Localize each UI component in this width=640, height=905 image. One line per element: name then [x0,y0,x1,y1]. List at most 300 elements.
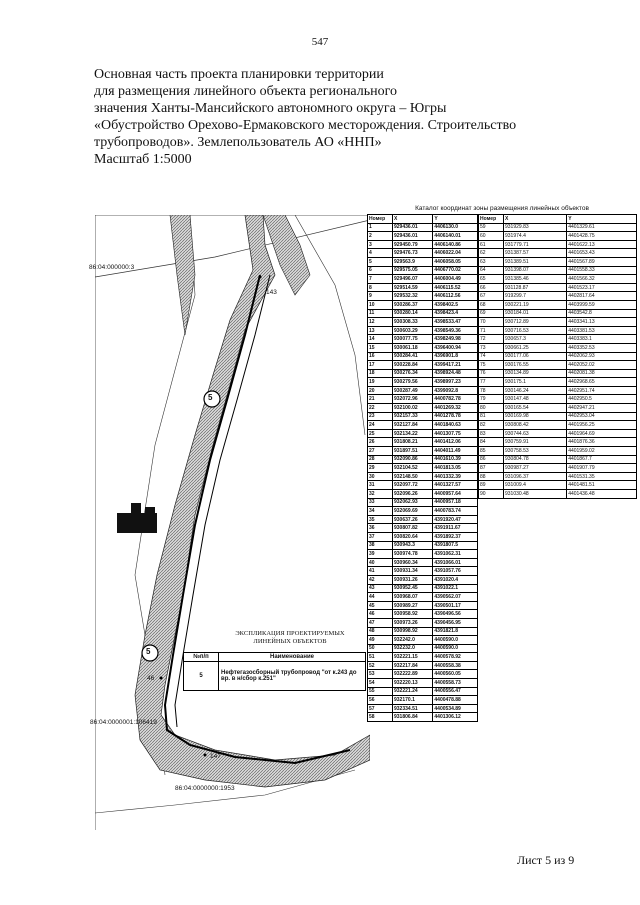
point-number: 79 [479,395,504,404]
x-coordinate: 930147.48 [504,395,567,404]
table-row [479,352,637,361]
x-coordinate: 930804.78 [504,455,567,464]
y-coordinate: 4406112.56 [433,292,478,301]
point-number: 9 [368,292,393,301]
cadastral-label: 86:04:0000000:1953 [175,785,235,792]
y-coordinate: 4401481.51 [567,481,637,490]
point-number: 1 [368,223,393,232]
y-coordinate: 4398249.98 [433,335,478,344]
table-row [479,395,637,404]
y-coordinate: 4402950.5 [567,395,637,404]
x-coordinate: 930758.53 [504,447,567,456]
table-row [368,395,478,404]
y-coordinate: 4401332.39 [433,472,478,481]
point-number: 48 [368,627,393,636]
y-coordinate: 4391062.31 [433,550,478,559]
x-coordinate: 929532.32 [393,292,433,301]
table-row [479,361,637,370]
y-coordinate: 4398533.47 [433,318,478,327]
point-number: 29 [368,464,393,473]
x-coordinate: 930968.07 [393,593,433,602]
point-number: 55 [368,687,393,696]
point-number: 38 [368,541,393,550]
site-plan-map [95,215,370,830]
point-number: 86 [479,455,504,464]
table-row [368,378,478,387]
table-row [479,343,637,352]
table-row [368,704,478,713]
header-y: Y [433,215,478,224]
point-number: 41 [368,567,393,576]
table-row [479,404,637,413]
point-number: 31 [368,481,393,490]
y-coordinate: 4402052.02 [567,361,637,370]
point-number: 81 [479,412,504,421]
point-number: 11 [368,309,393,318]
table-row [479,275,637,284]
point-number: 17 [368,361,393,370]
x-coordinate: 929436.01 [393,232,433,241]
x-coordinate: 930960.34 [393,558,433,567]
y-coordinate: 4401567.89 [567,257,637,266]
x-coordinate: 930276.34 [393,369,433,378]
x-coordinate: 931389.51 [504,257,567,266]
point-number: 10 [368,300,393,309]
x-coordinate: 930808.42 [504,421,567,430]
x-coordinate: 931096.37 [504,472,567,481]
x-coordinate: 932334.51 [393,704,433,713]
x-coordinate: 930077.75 [393,335,433,344]
x-coordinate: 932222.89 [393,670,433,679]
point-number: 80 [479,404,504,413]
y-coordinate: 4402951.74 [567,386,637,395]
y-coordinate: 4406022.04 [433,249,478,258]
table-row [479,266,637,275]
x-coordinate: 930974.78 [393,550,433,559]
placement-zone [135,215,370,787]
y-coordinate: 4400558.38 [433,661,478,670]
point-number: 69 [479,309,504,318]
table-row [368,687,478,696]
point-number: 4 [368,249,393,258]
parcel-boundary [295,215,365,435]
y-coordinate: 4401307.75 [433,429,478,438]
y-coordinate: 4402081.38 [567,369,637,378]
y-coordinate: 4400534.89 [433,704,478,713]
table-row [368,232,478,241]
table-row [479,386,637,395]
y-coordinate: 4398423.4 [433,309,478,318]
point-number: 68 [479,300,504,309]
table-row [368,438,478,447]
table-row [368,464,478,473]
point-number: 20 [368,386,393,395]
x-coordinate: 932134.22 [393,429,433,438]
point-number: 3 [368,240,393,249]
placement-zone [170,215,195,335]
table-row [368,653,478,662]
y-coordinate: 4400560.05 [433,670,478,679]
y-coordinate: 4406140.01 [433,232,478,241]
y-coordinate: 4401531.35 [567,472,637,481]
title-line: для размещения линейного объекта регионального [94,84,398,99]
point-number: 76 [479,369,504,378]
x-coordinate: 930279.56 [393,378,433,387]
x-coordinate: 932221.24 [393,687,433,696]
point-number: 28 [368,455,393,464]
table-row [479,249,637,258]
y-coordinate: 4399092.8 [433,386,478,395]
point-number: 7 [368,275,393,284]
table-row [368,567,478,576]
y-coordinate: 4390562.07 [433,593,478,602]
coordinate-table-right [478,214,637,499]
table-row [368,326,478,335]
table-row [368,240,478,249]
x-coordinate: 930061.18 [393,343,433,352]
y-coordinate: 4391066.01 [433,558,478,567]
table-row [368,318,478,327]
y-coordinate: 4391821.8 [433,627,478,636]
table-row [368,283,478,292]
y-coordinate: 4403999.59 [567,300,637,309]
page-number: 547 [311,36,329,48]
point-number: 5 [368,257,393,266]
point-number: 72 [479,335,504,344]
point-marker [160,677,163,680]
x-coordinate: 929476.73 [393,249,433,258]
y-coordinate: 4402817.64 [567,292,637,301]
y-coordinate: 4404011.49 [433,447,478,456]
table-row [368,636,478,645]
point-number: 78 [479,386,504,395]
x-coordinate: 930807.82 [393,524,433,533]
y-coordinate: 4406058.05 [433,257,478,266]
x-coordinate: 932072.96 [393,395,433,404]
x-coordinate: 930931.34 [393,567,433,576]
x-coordinate: 932217.84 [393,661,433,670]
x-coordinate: 929436.01 [393,223,433,232]
x-coordinate: 930165.54 [504,404,567,413]
point-number: 44 [368,593,393,602]
point-number: 64 [479,266,504,275]
x-coordinate: 930989.27 [393,601,433,610]
table-row [479,490,637,499]
point-number: 82 [479,421,504,430]
x-coordinate: 932242.0 [393,636,433,645]
point-number: 51 [368,653,393,662]
x-coordinate: 930973.26 [393,618,433,627]
table-row [479,257,637,266]
point-number: 13 [368,326,393,335]
point-number: 14 [368,335,393,344]
table-row [479,421,637,430]
x-coordinate: 930987.27 [504,464,567,473]
point-number: 34 [368,507,393,516]
point-label: 143 [266,289,277,296]
x-coordinate: 930661.25 [504,343,567,352]
table-row [368,524,478,533]
point-number: 15 [368,343,393,352]
x-coordinate: 930820.64 [393,532,433,541]
y-coordinate: 4401610.39 [433,455,478,464]
building [131,503,141,515]
x-coordinate: 932148.50 [393,472,433,481]
table-row [368,404,478,413]
x-coordinate: 930146.24 [504,386,567,395]
y-coordinate: 4391920.47 [433,515,478,524]
point-number: 61 [479,240,504,249]
y-coordinate: 4391022.1 [433,584,478,593]
point-number: 21 [368,395,393,404]
table-row [368,249,478,258]
header-item-number: №п/п [184,653,219,662]
point-number: 24 [368,421,393,430]
x-coordinate: 930134.89 [504,369,567,378]
table-row [368,472,478,481]
point-number: 39 [368,550,393,559]
x-coordinate: 930958.92 [393,610,433,619]
y-coordinate: 4406004.49 [433,275,478,284]
point-number: 37 [368,532,393,541]
table-row [479,378,637,387]
table-row [368,610,478,619]
y-coordinate: 4400782.78 [433,395,478,404]
y-coordinate: 4401329.61 [567,223,637,232]
building [145,507,155,515]
header-name: Наименование [219,653,366,662]
y-coordinate: 4400556.47 [433,687,478,696]
table-row [479,369,637,378]
x-coordinate: 930284.41 [393,352,433,361]
table-row [368,532,478,541]
x-coordinate: 932069.69 [393,507,433,516]
title-line: «Обустройство Орехово-Ермаковского месторождения. Строительство [94,118,517,133]
sheet-number: Лист 5 из 9 [517,853,575,867]
table-row [479,447,637,456]
table-row [479,292,637,301]
point-number: 32 [368,490,393,499]
table-row [479,283,637,292]
point-number: 27 [368,447,393,456]
table-row [368,429,478,438]
point-number: 16 [368,352,393,361]
table-row [368,661,478,670]
x-coordinate: 931806.84 [393,713,433,722]
y-coordinate: 4391057.76 [433,567,478,576]
y-coordinate: 4401840.63 [433,421,478,430]
table-row [479,318,637,327]
point-marker [204,754,207,757]
y-coordinate: 4403352.53 [567,343,637,352]
table-row [368,343,478,352]
cadastral-label: 86:04:0000001:106419 [90,719,157,726]
point-number: 73 [479,343,504,352]
table-row [479,472,637,481]
header-number: Номер [479,215,504,224]
table-row [479,240,637,249]
y-coordinate: 4402062.93 [567,352,637,361]
y-coordinate: 4401523.17 [567,283,637,292]
table-row [368,447,478,456]
point-number: 49 [368,636,393,645]
y-coordinate: 4406130.0 [433,223,478,232]
point-number: 62 [479,249,504,258]
y-coordinate: 4400478.88 [433,696,478,705]
table-header-row [184,653,366,662]
y-coordinate: 4401964.69 [567,429,637,438]
x-coordinate: 930603.29 [393,326,433,335]
table-row [368,266,478,275]
point-number: 84 [479,438,504,447]
table-row [479,464,637,473]
point-label: 147 [210,753,221,760]
point-number: 43 [368,584,393,593]
y-coordinate: 4398997.23 [433,378,478,387]
explication-title-line: ЭКСПЛИКАЦИЯ ПРОЕКТИРУЕМЫХ [235,630,345,637]
x-coordinate: 931929.83 [504,223,567,232]
cadastral-label: 86:04:000000:3 [89,264,135,271]
point-number: 77 [479,378,504,387]
point-number: 56 [368,696,393,705]
y-coordinate: 4401653.43 [567,249,637,258]
point-number: 71 [479,326,504,335]
point-number: 66 [479,283,504,292]
table-row [479,438,637,447]
point-number: 22 [368,404,393,413]
point-number: 74 [479,352,504,361]
point-number: 40 [368,558,393,567]
x-coordinate: 930228.84 [393,361,433,370]
table-row [479,335,637,344]
y-coordinate: 4402953.04 [567,412,637,421]
point-number: 42 [368,575,393,584]
table-row [368,584,478,593]
x-coordinate: 932157.33 [393,412,433,421]
x-coordinate: 932220.13 [393,679,433,688]
x-coordinate: 930175.1 [504,378,567,387]
y-coordinate: 4401278.78 [433,412,478,421]
point-number: 45 [368,601,393,610]
point-number: 58 [368,713,393,722]
x-coordinate: 930744.63 [504,429,567,438]
y-coordinate: 4401436.48 [567,490,637,499]
point-number: 67 [479,292,504,301]
x-coordinate: 930286.37 [393,300,433,309]
y-coordinate: 4390501.17 [433,601,478,610]
y-coordinate: 4401428.75 [567,232,637,241]
x-coordinate: 930716.53 [504,326,567,335]
x-coordinate: 932127.84 [393,421,433,430]
y-coordinate: 4406770.02 [433,266,478,275]
y-coordinate: 4396901.8 [433,352,478,361]
explication-table [183,652,366,691]
table-row [368,455,478,464]
y-coordinate: 4401269.32 [433,404,478,413]
y-coordinate: 4403381.53 [567,326,637,335]
x-coordinate: 930637.26 [393,515,433,524]
table-row [368,550,478,559]
x-coordinate: 932221.15 [393,653,433,662]
point-number: 60 [479,232,504,241]
table-row [368,352,478,361]
table-row [368,679,478,688]
catalog-caption: Каталог координат зоны размещения линейных объектов [415,205,589,212]
header-y: Y [567,215,637,224]
table-row [368,490,478,499]
x-coordinate: 932090.86 [393,455,433,464]
table-row [368,223,478,232]
point-number: 70 [479,318,504,327]
y-coordinate: 4401558.33 [567,266,637,275]
document-title [94,66,534,168]
table-row [368,558,478,567]
y-coordinate: 4402947.21 [567,404,637,413]
point-number: 2 [368,232,393,241]
y-coordinate: 4396400.94 [433,343,478,352]
table-row [368,644,478,653]
y-coordinate: 4401867.7 [567,455,637,464]
x-coordinate: 932097.72 [393,481,433,490]
table-row [368,412,478,421]
table-row [368,421,478,430]
header-x: X [393,215,433,224]
point-number: 63 [479,257,504,266]
point-number: 47 [368,618,393,627]
point-number: 30 [368,472,393,481]
item-name: Нефтегазосборный трубопровод "от к.243 до вр. в н/сбор к.251" [219,662,366,691]
point-number: 65 [479,275,504,284]
point-number: 12 [368,318,393,327]
y-coordinate: 4402968.65 [567,378,637,387]
scale-line: Масштаб 1:5000 [94,152,192,167]
x-coordinate: 919299.7 [504,292,567,301]
x-coordinate: 932104.52 [393,464,433,473]
table-row [368,309,478,318]
x-coordinate: 931808.21 [393,438,433,447]
x-coordinate: 931974.4 [504,232,567,241]
y-coordinate: 4391911.67 [433,524,478,533]
y-coordinate: 4403341.13 [567,318,637,327]
table-row [184,662,366,691]
y-coordinate: 4400590.0 [433,644,478,653]
table-row [479,223,637,232]
x-coordinate: 932170.1 [393,696,433,705]
y-coordinate: 4391807.5 [433,541,478,550]
point-number: 88 [479,472,504,481]
table-row [368,386,478,395]
table-row [368,670,478,679]
point-number: 59 [479,223,504,232]
point-number: 19 [368,378,393,387]
point-number: 75 [479,361,504,370]
x-coordinate: 930169.98 [504,412,567,421]
x-coordinate: 930998.92 [393,627,433,636]
y-coordinate: 4400590.0 [433,636,478,645]
table-header-row [368,215,478,224]
table-row [368,275,478,284]
x-coordinate: 930280.14 [393,309,433,318]
y-coordinate: 4401907.79 [567,464,637,473]
x-coordinate: 930184.01 [504,309,567,318]
explication-title-line: ЛИНЕЙНЫХ ОБЪЕКТОВ [253,638,327,645]
table-row [368,300,478,309]
y-coordinate: 4400578.92 [433,653,478,662]
table-row [479,232,637,241]
y-coordinate: 4400783.74 [433,507,478,516]
table-row [368,335,478,344]
table-row [368,601,478,610]
